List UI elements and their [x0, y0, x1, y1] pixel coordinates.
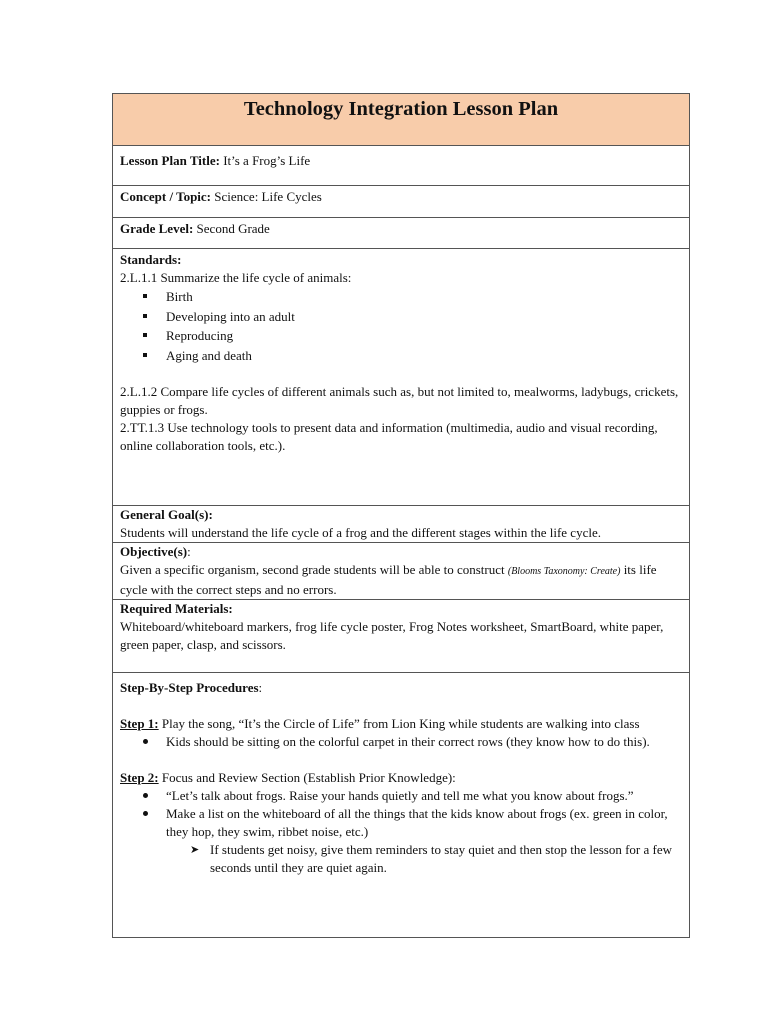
step-1-text: Play the song, “It’s the Circle of Life” from Lion King while students are walking into class [158, 716, 640, 731]
materials-label: Required Materials: [120, 601, 233, 616]
lesson-plan-table [112, 93, 690, 938]
grade-row [113, 218, 690, 249]
standard-2: 2.L.1.2 Compare life cycles of different animals such as, but not limited to, mealworms, ladybugs, crickets, guppies or frogs. [120, 384, 679, 417]
materials-row [113, 600, 690, 673]
title-cell [113, 94, 690, 146]
step-2-list [120, 787, 682, 841]
concept-row [113, 186, 690, 218]
objectives-row [113, 543, 690, 600]
lesson-plan-title-label: Lesson Plan Title: [120, 153, 220, 168]
concept-label: Concept / Topic: [120, 189, 212, 204]
general-goal-value: Students will understand the life cycle of a frog and the different stages within the life cycle. [120, 525, 601, 540]
step-1-label: Step 1: [120, 716, 159, 731]
grade-label: Grade Level: [120, 221, 194, 236]
objectives-text-b: its life cycle with the correct steps and no errors. [120, 562, 657, 597]
standards-row [113, 249, 690, 506]
document-title: Technology Integration Lesson Plan [243, 98, 559, 120]
list-item: “Let’s talk about frogs. Raise your hands quietly and tell me what you know about frogs.” [120, 787, 682, 805]
list-item: Aging and death [120, 346, 682, 366]
list-item: Developing into an adult [120, 307, 682, 327]
standard-3: 2.TT.1.3 Use technology tools to present data and information (multimedia, audio and visual recording, online collaboration tools, etc.). [120, 420, 658, 453]
lesson-plan-title-value: It’s a Frog’s Life [223, 153, 311, 168]
materials-value: Whiteboard/whiteboard markers, frog life cycle poster, Frog Notes worksheet, SmartBoard, white paper, green paper, clasp, and scissors. [120, 619, 664, 652]
list-item: Make a list on the whiteboard of all the things that the kids know about frogs (ex. green in color, they hop, they swim, ribbet noise, etc.) [120, 805, 682, 841]
step-2-label: Step 2: [120, 770, 159, 785]
grade-value: Second Grade [196, 221, 270, 236]
step-2-text: Focus and Review Section (Establish Prior Knowledge): [158, 770, 456, 785]
step-1-list [120, 733, 682, 751]
step-2-sub-text: If students get noisy, give them reminders to stay quiet and then stop the lesson for a few seconds until they are quiet again. [210, 842, 673, 875]
concept-value: Science: Life Cycles [214, 189, 322, 204]
blooms-taxonomy: (Blooms Taxonomy: Create) [507, 566, 621, 577]
standard-1: 2.L.1.1 Summarize the life cycle of animals: [120, 270, 352, 285]
standard-1-list [120, 287, 682, 365]
arrow-bullet-icon: ➤ [190, 844, 200, 856]
list-item: Birth [120, 287, 682, 307]
objectives-text-a: Given a specific organism, second grade students will be able to construct [120, 562, 508, 577]
general-goal-row [113, 506, 690, 543]
procedures-label: Step-By-Step Procedures [120, 680, 259, 695]
step-2-sub-list [120, 841, 682, 877]
lesson-plan-page [112, 93, 690, 938]
list-item [120, 841, 682, 877]
step-2 [120, 769, 682, 787]
standards-label: Standards: [120, 252, 182, 267]
list-item: Kids should be sitting on the colorful carpet in their correct rows (they know how to do this). [120, 733, 682, 751]
procedures-row [113, 673, 690, 938]
objectives-label: Objective(s) [120, 544, 188, 559]
objectives-colon: : [187, 544, 191, 559]
procedures-colon: : [258, 680, 263, 695]
lesson-plan-title-row [113, 146, 690, 186]
list-item: Reproducing [120, 326, 682, 346]
step-1 [120, 715, 682, 733]
general-goal-label: General Goal(s): [120, 507, 213, 522]
